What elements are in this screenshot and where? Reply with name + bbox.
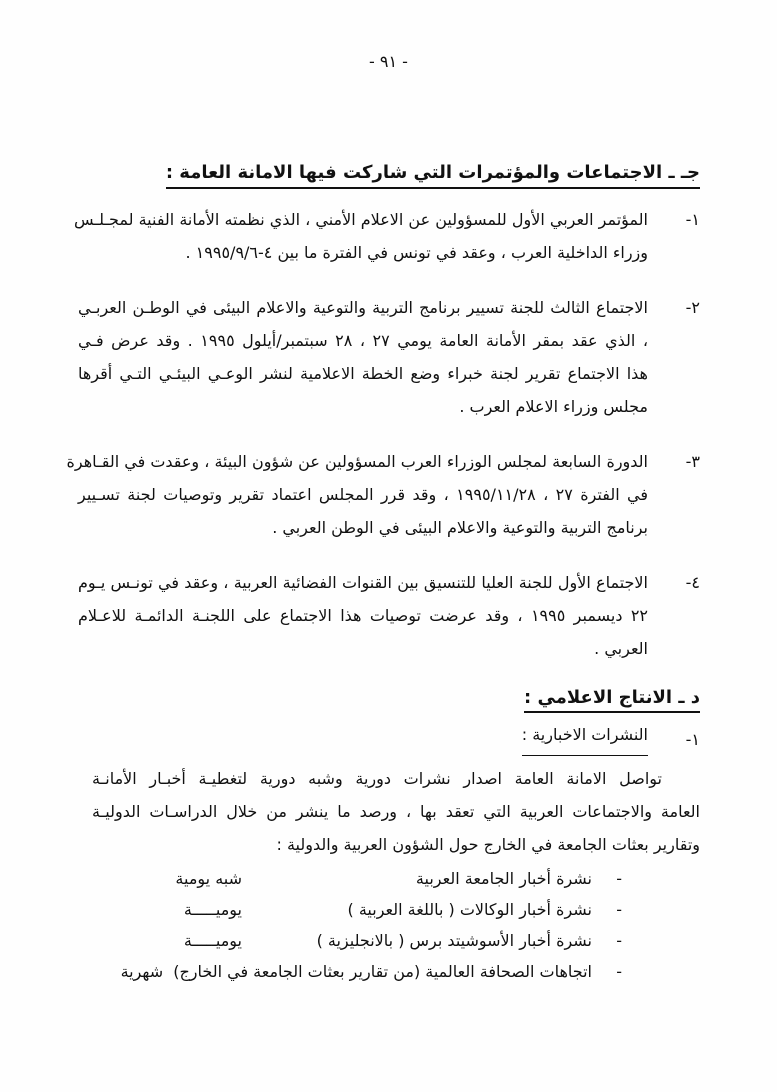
section-c-items [66,203,700,665]
numbered-item-3 [66,445,700,544]
subitem-label: النشرات الاخبارية : [522,723,648,756]
item-1-marker: ١- [685,210,700,229]
item-3-marker: ٣- [685,452,700,471]
paragraph-line-2: العامة والاجتماعات العربية التي تعقد بها ، ورصد ما ينشر من خلال الدراسـات الدوليـة [92,802,700,821]
item-2-line-4: مجلس وزراء الاعلام العرب . [459,397,648,416]
paragraph-line-1: تواصل الامانة العامة اصدار نشرات دورية وشبه دورية لتغطيـة أخبـار الأمانـة [92,769,662,788]
item-2-body [78,291,648,423]
dash-bullet: - [616,962,622,981]
section-c-heading [78,162,700,189]
page-content [66,162,700,987]
page-number: - ٩١ - [369,52,408,71]
publication-frequency: يوميـــــة [183,900,242,919]
numbered-item-2 [78,291,700,423]
item-1-body [73,203,648,269]
item-1-line-2: وزراء الداخلية العرب ، وعقد في تونس في الفترة ما بين ٤-١٩٩٥/٩/٦ . [185,243,648,262]
item-4-line-2: ٢٢ ديسمبر ١٩٩٥ ، وقد عرضت توصيات هذا الاجتماع على اللجنـة الدائمـة للاعـلام [78,606,648,625]
item-2-line-1: الاجتماع الثالث للجنة تسيير برنامج التربية والتوعية والاعلام البيئى في الوطـن العربـي [78,298,648,317]
publications-list [78,863,700,987]
item-2-line-2: ، الذي عقد بمقر الأمانة العامة يومي ٢٧ ، ٢٨ سبتمبر/أيلول ١٩٩٥ . وقد عرض فـي [78,331,649,350]
publication-title: نشرة أخبار الجامعة العربية [415,869,592,888]
numbered-item-4 [78,566,700,665]
item-1-line-1: المؤتمر العربي الأول للمسؤولين عن الاعلام الأمني ، الذي نظمته الأمانة الفنية لمجـلـس [73,210,648,229]
section-d-heading-text: د ـ الانتاج الاعلامي : [524,687,700,713]
item-2-marker: ٢- [685,298,700,317]
section-c-heading-text: جـ ـ الاجتماعات والمؤتمرات التي شاركت فيها الامانة العامة : [166,162,700,189]
publication-title: نشرة أخبار الوكالات ( باللغة العربية ) [347,900,592,919]
item-3-line-3: برنامج التربية والتوعية والاعلام البيئى في الوطن العربي . [272,518,648,537]
publication-row-4 [78,956,622,987]
publication-row-3 [78,925,622,956]
item-4-marker: ٤- [685,573,700,592]
publication-frequency: شبه يومية [175,869,242,888]
bulletins-paragraph [92,762,700,861]
section-d-subitem [78,723,700,756]
dash-bullet: - [616,931,622,950]
publication-frequency: يوميـــــة [183,931,242,950]
item-3-line-1: الدورة السابعة لمجلس الوزراء العرب المسؤولين عن شؤون البيئة ، وعقدت في القـاهرة [66,452,648,471]
item-3-line-2: في الفترة ٢٧ ، ١٩٩٥/١١/٢٨ ، وقد قرر المجلس اعتماد تقرير وتوصيات لجنة تسـيير [78,485,649,504]
publication-frequency: شهرية [120,962,164,981]
publication-title: اتجاهات الصحافة العالمية (من تقارير بعثات الجامعة في الخارج) [173,962,592,981]
item-4-line-1: الاجتماع الأول للجنة العليا للتنسيق بين القنوات الفضائية العربية ، وعقد في تونـس يـوم [78,573,648,592]
publication-row-2 [78,894,622,925]
item-4-body [78,566,648,665]
subitem-marker: ١- [685,730,700,749]
item-3-body [66,445,649,544]
item-4-line-3: العربي . [594,639,648,658]
numbered-item-1 [73,203,700,269]
publication-title: نشرة أخبار الأسوشيتد برس ( بالانجليزية ) [316,931,592,950]
paragraph-line-3: وتقارير بعثات الجامعة في الخارج حول الشؤون العربية والدولية : [276,835,700,854]
item-2-line-3: هذا الاجتماع تقرير لجنة خبراء وضع الخطة الاعلامية لنشر الوعـي البيئـي التـي أقرها [78,364,648,383]
dash-bullet: - [616,900,622,919]
publication-row-1 [78,863,622,894]
section-d-heading [78,687,700,713]
dash-bullet: - [616,869,622,888]
